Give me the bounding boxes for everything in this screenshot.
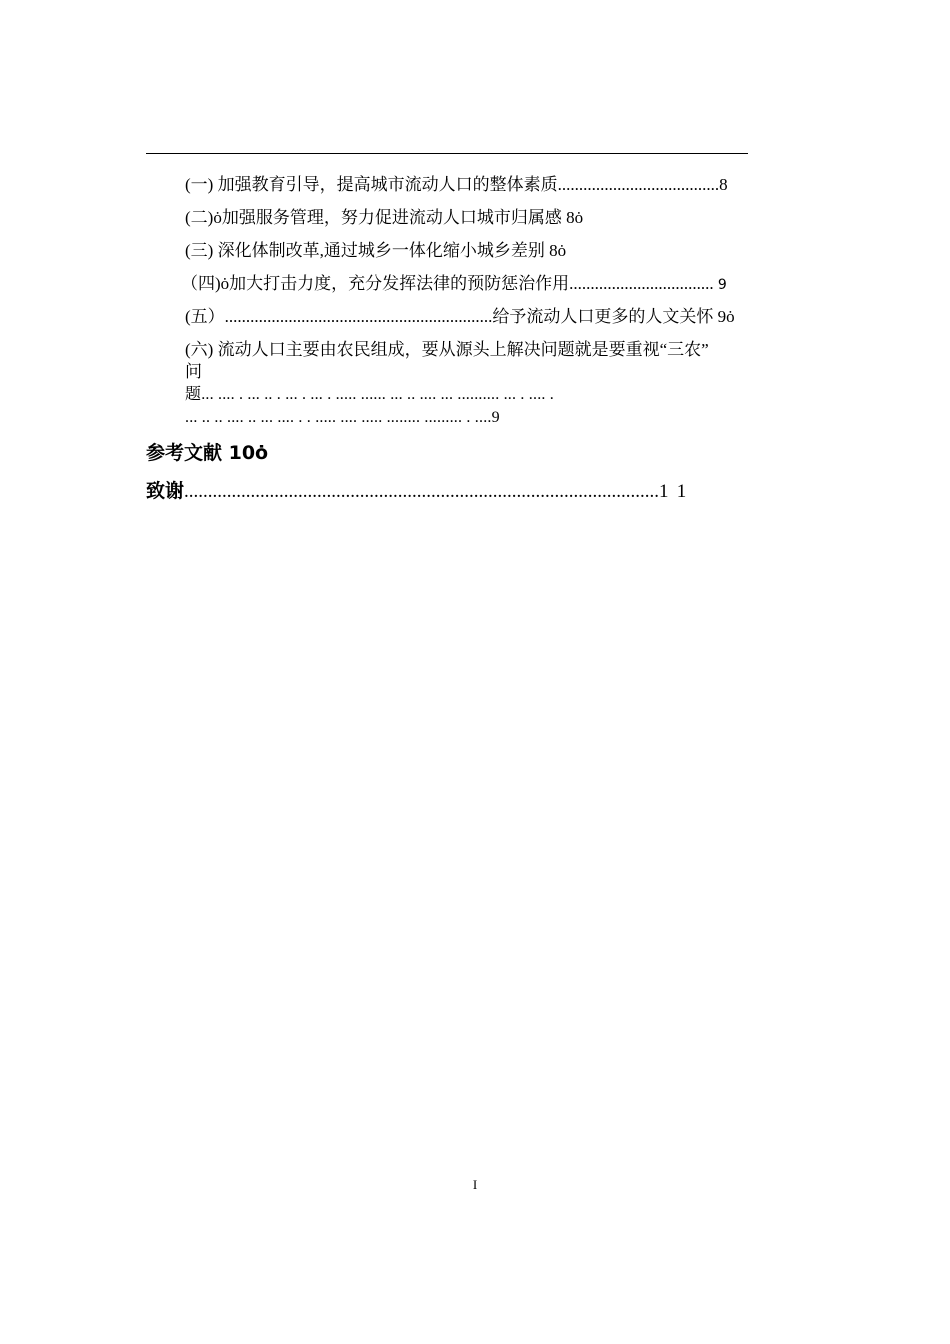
toc-item-6-line-1[interactable]: (六) 流动人口主要由农民组成，要从源头上解决问题就是要重视“三农” xyxy=(185,340,709,359)
toc-item-6-line-2: 问 xyxy=(185,362,202,381)
toc-item-5[interactable]: (五）...............................................................给予流动人口更多的人文关怀 9ȯ xyxy=(185,307,735,326)
toc-item-4-label: （四)ȯ加大打击力度，充分发挥法律的预防惩治作用.................................. xyxy=(181,274,714,293)
toc-item-6-line-3: 题... .... . ... .. . ... . ... . ..... ...... ... .. .... ... .......... ... . .... . xyxy=(185,386,554,403)
toc-item-6-line-4: ... .. .. .... .. ... .... . . ..... .... ..... ........ ......... . ....9 xyxy=(185,409,500,426)
toc-references[interactable]: 参考文献 10ȯ xyxy=(146,442,269,464)
toc-item-4[interactable] xyxy=(181,273,727,296)
toc-item-2[interactable]: (二)ȯ加强服务管理，努力促进流动人口城市归属感 8ȯ xyxy=(185,208,584,227)
header-rule xyxy=(146,153,748,154)
page-number: I xyxy=(472,1177,478,1192)
toc-item-4-page: 9 xyxy=(717,277,727,293)
toc-thanks-page: 11 xyxy=(659,481,696,502)
toc-thanks[interactable] xyxy=(146,478,695,505)
toc-item-3[interactable]: (三) 深化体制改革,通过城乡一体化缩小城乡差别 8ȯ xyxy=(185,241,567,260)
toc-thanks-dots: .................................................................................................... xyxy=(184,481,660,502)
toc-item-1[interactable]: (一) 加强教育引导，提高城市流动人口的整体素质......................................8 xyxy=(185,175,728,194)
toc-thanks-label: 致谢 xyxy=(146,480,185,502)
